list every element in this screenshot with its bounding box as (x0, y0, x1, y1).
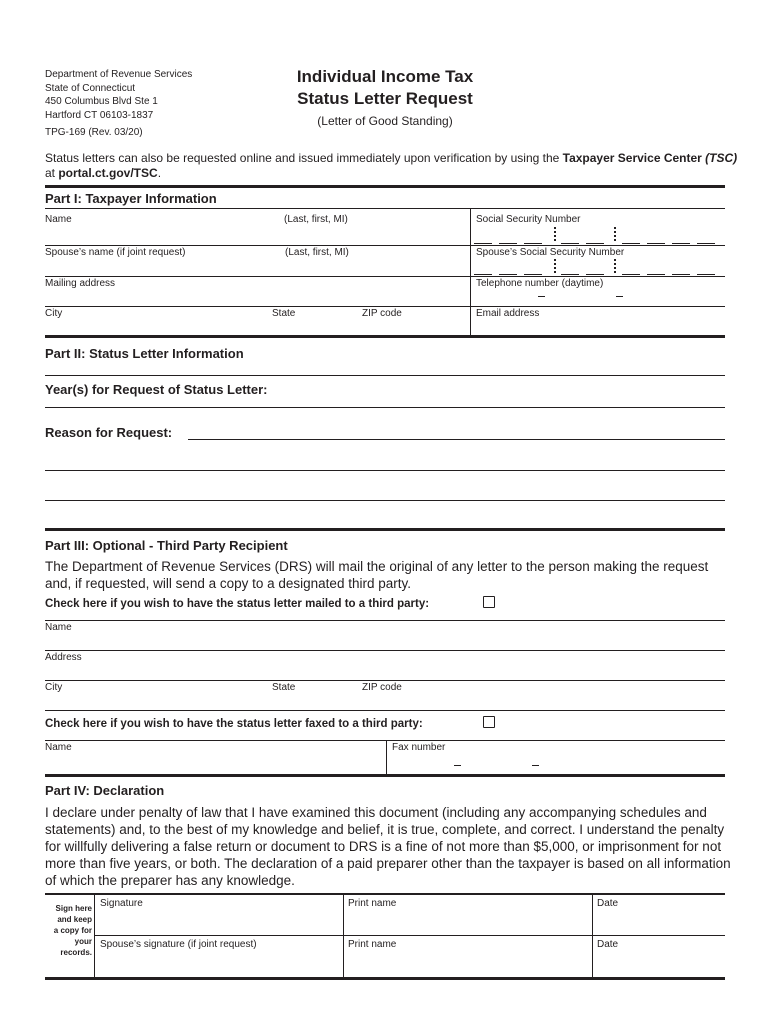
row-rule (45, 306, 725, 307)
sign-note-line: records. (60, 948, 92, 957)
part4-heading: Part IV: Declaration (45, 783, 165, 798)
third-party-zip-label: ZIP code (362, 682, 402, 693)
title-line-2: Status Letter Request (297, 89, 473, 108)
title-line-1: Individual Income Tax (296, 67, 474, 86)
sign-note-line: and keep (57, 915, 92, 924)
signature-top-rule (45, 893, 725, 895)
spouse-name-label: Spouse’s name (if joint request) (45, 247, 186, 258)
page-title (230, 66, 540, 128)
agency-name: Department of Revenue Services (45, 69, 193, 80)
tsc-abbrev: (TSC) (705, 151, 738, 165)
sign-note-line: Sign here (55, 904, 92, 913)
mail-third-party-checkbox[interactable] (483, 596, 495, 608)
third-party-state-label: State (272, 682, 296, 693)
form-id: TPG-169 (Rev. 03/20) (45, 127, 143, 138)
part2-rule (45, 335, 725, 338)
print-name-divider (343, 894, 344, 978)
sign-note (42, 903, 92, 958)
intro-line-1 (45, 151, 737, 165)
date-label: Date (597, 898, 619, 909)
email-label: Email address (476, 308, 540, 319)
taxpayer-name-label: Name (45, 214, 72, 225)
phone-field[interactable] (474, 289, 724, 305)
part3-rule (45, 528, 725, 531)
intro-period: . (157, 166, 162, 180)
intro-line-2 (45, 166, 161, 180)
signature-row-rule (94, 935, 725, 936)
row-rule (45, 620, 725, 621)
portal-link[interactable]: portal.ct.gov/TSC (58, 166, 158, 180)
fax-number-field[interactable] (392, 755, 725, 773)
spouse-signature-label: Spouse’s signature (if joint request) (100, 939, 257, 950)
part3-heading: Part III: Optional - Third Party Recipient (45, 538, 288, 553)
spouse-date-label: Date (597, 939, 619, 950)
signature-label: Signature (100, 898, 143, 909)
intro-at: at (45, 166, 59, 180)
years-rule (45, 407, 725, 408)
fax-number-label: Fax number (392, 742, 446, 753)
part4-paragraph: I declare under penalty of law that I have examined this document (including any accompanying schedules and statements) and, to the best of my knowledge and belief, it is true, complete, and correct. I understand the penalty for willfully delivering a false return or document to DRS is a fine of not more than $5,000, or imprisonment for not more than five years, or both. The declaration of a paid preparer other than the taxpayer is based on all information of which the preparer has any knowledge. (45, 805, 731, 888)
third-party-city-label: City (45, 682, 63, 693)
row-rule (45, 245, 725, 246)
date-divider (592, 894, 593, 978)
row-rule (45, 276, 725, 277)
zip-label: ZIP code (362, 308, 402, 319)
years-label: Year(s) for Request of Status Letter: (45, 382, 268, 397)
fax-divider (386, 740, 387, 775)
spouse-name-hint: (Last, first, MI) (285, 247, 349, 258)
agency-address (45, 68, 192, 122)
phone-label: Telephone number (daytime) (476, 278, 604, 289)
part4-rule (45, 774, 725, 777)
form-bottom-rule (45, 977, 725, 980)
intro-text: Status letters can also be requested online and issued immediately upon verification by using the (45, 151, 563, 165)
state-label: State (272, 308, 296, 319)
fax-third-party-checkbox[interactable] (483, 716, 495, 728)
spouse-ssn-field[interactable] (474, 258, 724, 276)
mailing-address-label: Mailing address (45, 278, 116, 289)
ssn-field[interactable] (474, 225, 724, 245)
row-rule (45, 710, 725, 711)
third-party-name-label: Name (45, 622, 72, 633)
mail-check-label: Check here if you wish to have the status letter mailed to a third party: (45, 598, 430, 610)
title-subtitle: (Letter of Good Standing) (317, 114, 453, 128)
taxpayer-name-hint: (Last, first, MI) (284, 214, 348, 225)
print-name-label: Print name (348, 898, 397, 909)
part1-divider (470, 208, 471, 335)
fax-check-label: Check here if you wish to have the status letter faxed to a third party: (45, 718, 423, 730)
sign-note-line: a copy for (53, 926, 92, 935)
reason-input-line[interactable] (188, 439, 725, 440)
part1-heading: Part I: Taxpayer Information (45, 191, 217, 206)
reason-input-line-2[interactable] (45, 470, 725, 471)
tsc-name: Taxpayer Service Center (562, 151, 706, 165)
row-rule (45, 680, 725, 681)
part2-sub-rule (45, 375, 725, 376)
row-rule (45, 740, 725, 741)
fax-name-label: Name (45, 742, 72, 753)
row-rule (45, 650, 725, 651)
spouse-ssn-label: Spouse’s Social Security Number (476, 247, 625, 258)
reason-input-line-3[interactable] (45, 500, 725, 501)
part1-sub-rule (45, 208, 725, 209)
agency-street: 450 Columbus Blvd Ste 1 (45, 96, 158, 107)
agency-state: State of Connecticut (45, 82, 136, 94)
part3-paragraph: The Department of Revenue Services (DRS) will mail the original of any letter to the person making the request and, if requested, will send a copy to a designated third party. (45, 559, 709, 591)
sign-note-divider (94, 894, 95, 978)
part2-heading: Part II: Status Letter Information (45, 346, 244, 361)
sign-note-line: your (74, 937, 92, 946)
agency-city: Hartford CT 06103-1837 (45, 109, 154, 121)
third-party-address-label: Address (45, 652, 82, 663)
spouse-print-name-label: Print name (348, 939, 397, 950)
part1-rule (45, 185, 725, 188)
city-label: City (45, 308, 63, 319)
reason-label: Reason for Request: (45, 425, 173, 440)
ssn-label: Social Security Number (476, 214, 581, 225)
